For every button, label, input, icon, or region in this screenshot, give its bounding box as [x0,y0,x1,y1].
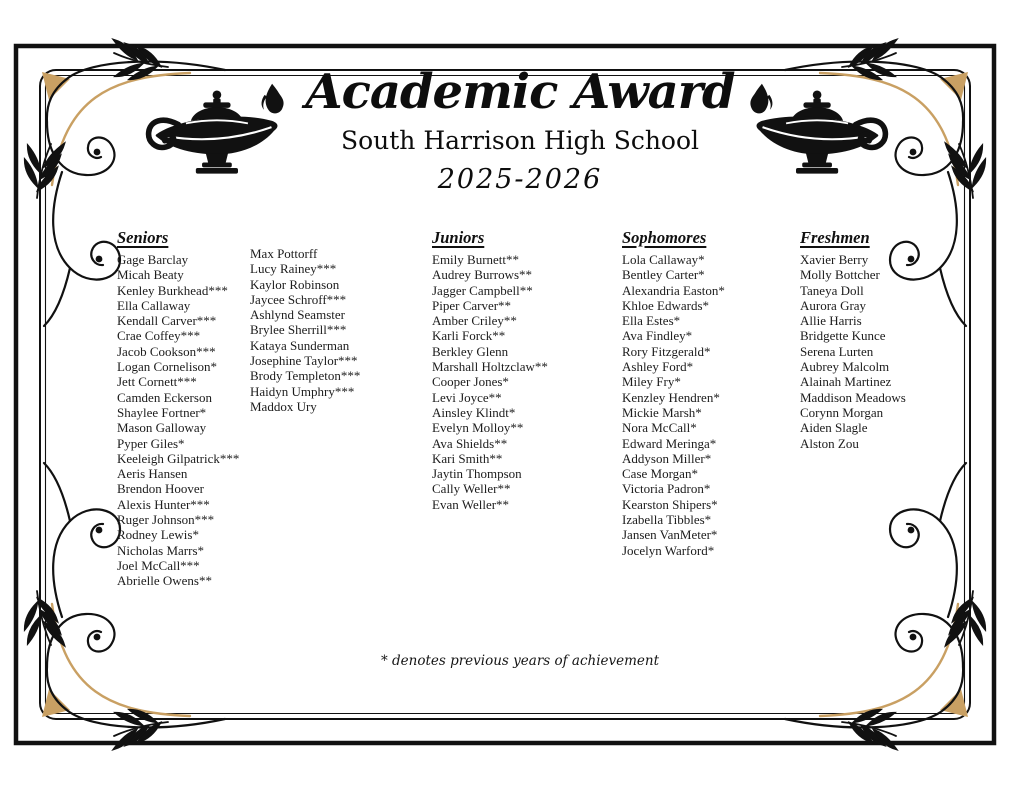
student-name: Lola Callaway* [622,252,705,267]
student-name: Gage Barclay [117,252,189,267]
student-name: Berkley Glenn [432,343,509,359]
seniors-column [117,229,239,589]
student-name: Ava Findley* [622,328,693,344]
student-name: Molly Bottcher [800,267,880,283]
freshmen-name-list [800,252,906,451]
group-header-juniors: Juniors [432,228,485,247]
student-name: Ainsley Klindt* [432,404,516,420]
school-year: 2025-2026 [437,164,603,195]
school-name: South Harrison High School [340,126,700,155]
seniors-name-list [117,252,239,589]
student-name: Brendon Hoover [117,481,205,497]
student-name: Josephine Taylor*** [250,353,358,369]
student-name: Ella Estes* [622,313,681,329]
student-name: Max Pottorff [250,246,318,261]
student-name: Aeris Hansen [117,466,188,482]
student-name: Nicholas Marrs* [117,542,205,558]
student-name: Jagger Campbell** [432,282,533,298]
seniors-column-overflow [250,246,360,414]
student-name: Allie Harris [800,313,862,329]
student-name: Kaylor Robinson [250,276,340,292]
student-name: Khloe Edwards* [622,297,710,313]
student-name: Piper Carver** [432,297,512,313]
student-name: Alston Zou [800,435,859,451]
student-name: Jaycee Schroff*** [250,291,347,307]
student-name: Kari Smith** [432,450,503,466]
student-name: Maddox Ury [250,398,317,414]
student-name: Jacob Cookson*** [117,343,216,359]
student-name: Jaytin Thompson [432,466,522,482]
student-name: Mason Galloway [117,420,207,436]
student-name: Ruger Johnson*** [117,512,215,528]
student-name: Emily Burnett** [432,252,520,267]
student-name: Abrielle Owens** [117,573,212,589]
student-name: Kearston Shipers* [622,496,718,512]
page-title: Academic Award [305,64,735,120]
student-name: Ella Callaway [117,297,191,313]
student-name: Brody Templeton*** [250,368,361,384]
student-name: Aiden Slagle [800,420,868,436]
student-name: Jett Cornett*** [117,374,197,390]
student-name: Karli Forck** [432,328,506,344]
student-name: Bentley Carter* [622,267,705,283]
student-name: Ashlynd Seamster [250,307,345,323]
student-name: Taneya Doll [800,282,864,298]
student-name: Rory Fitzgerald* [622,343,711,359]
student-name: Kataya Sunderman [250,337,350,353]
student-name: Evan Weller** [432,496,510,512]
student-name: Alexandria Easton* [622,282,725,298]
student-name: Case Morgan* [622,466,698,482]
footnote: * denotes previous years of achievement [380,653,660,669]
student-name: Xavier Berry [800,252,869,267]
student-name: Kenley Burkhead*** [117,282,228,298]
group-header-sophomores: Sophomores [622,228,707,247]
student-name: Nora McCall* [622,420,697,436]
student-name: Ava Shields** [432,435,508,451]
student-name: Corynn Morgan [800,404,884,420]
student-name: Amber Criley** [432,313,517,329]
student-name: Evelyn Molloy** [432,420,524,436]
student-name: Bridgette Kunce [800,328,886,344]
student-name: Cally Weller** [432,481,511,497]
student-name: Alexis Hunter*** [117,496,210,512]
student-name: Jansen VanMeter* [622,527,718,543]
group-header-freshmen: Freshmen [800,228,870,247]
student-name: Jocelyn Warford* [622,542,715,558]
sophomores-name-list [622,252,725,558]
student-name: Haidyn Umphry*** [250,383,355,399]
seniors-name-list-overflow [250,246,360,414]
freshmen-column [800,229,906,451]
student-name: Serena Lurten [800,343,874,359]
student-name: Keeleigh Gilpatrick*** [117,450,240,466]
student-name: Micah Beaty [117,267,184,283]
student-name: Audrey Burrows** [432,267,533,283]
student-name: Marshall Holtzclaw** [432,359,548,375]
group-header-seniors: Seniors [117,228,169,247]
sophomores-column [622,229,725,558]
student-name: Crae Coffey*** [117,328,201,344]
juniors-column [432,229,548,512]
student-name: Rodney Lewis* [117,527,199,543]
student-name: Levi Joyce** [432,389,502,405]
student-name: Izabella Tibbles* [622,512,712,528]
student-name: Miley Fry* [622,374,681,390]
student-name: Cooper Jones* [432,374,509,390]
student-name: Kendall Carver*** [117,313,217,329]
student-name: Aurora Gray [800,297,867,313]
student-name: Lucy Rainey*** [250,261,337,277]
student-name: Maddison Meadows [800,389,906,405]
student-name: Kenzley Hendren* [622,389,720,405]
student-name: Alainah Martinez [800,374,892,390]
student-name: Aubrey Malcolm [800,359,890,375]
juniors-name-list [432,252,548,512]
student-name: Edward Meringa* [622,435,717,451]
student-name: Shaylee Fortner* [117,404,207,420]
student-name: Joel McCall*** [117,557,200,573]
student-name: Addyson Miller* [622,450,712,466]
student-name: Ashley Ford* [622,359,694,375]
student-name: Brylee Sherrill*** [250,322,347,338]
student-name: Mickie Marsh* [622,404,702,420]
student-name: Victoria Padron* [622,481,711,497]
student-name: Pyper Giles* [117,435,185,451]
student-name: Camden Eckerson [117,389,212,405]
student-name: Logan Cornelison* [117,359,218,375]
